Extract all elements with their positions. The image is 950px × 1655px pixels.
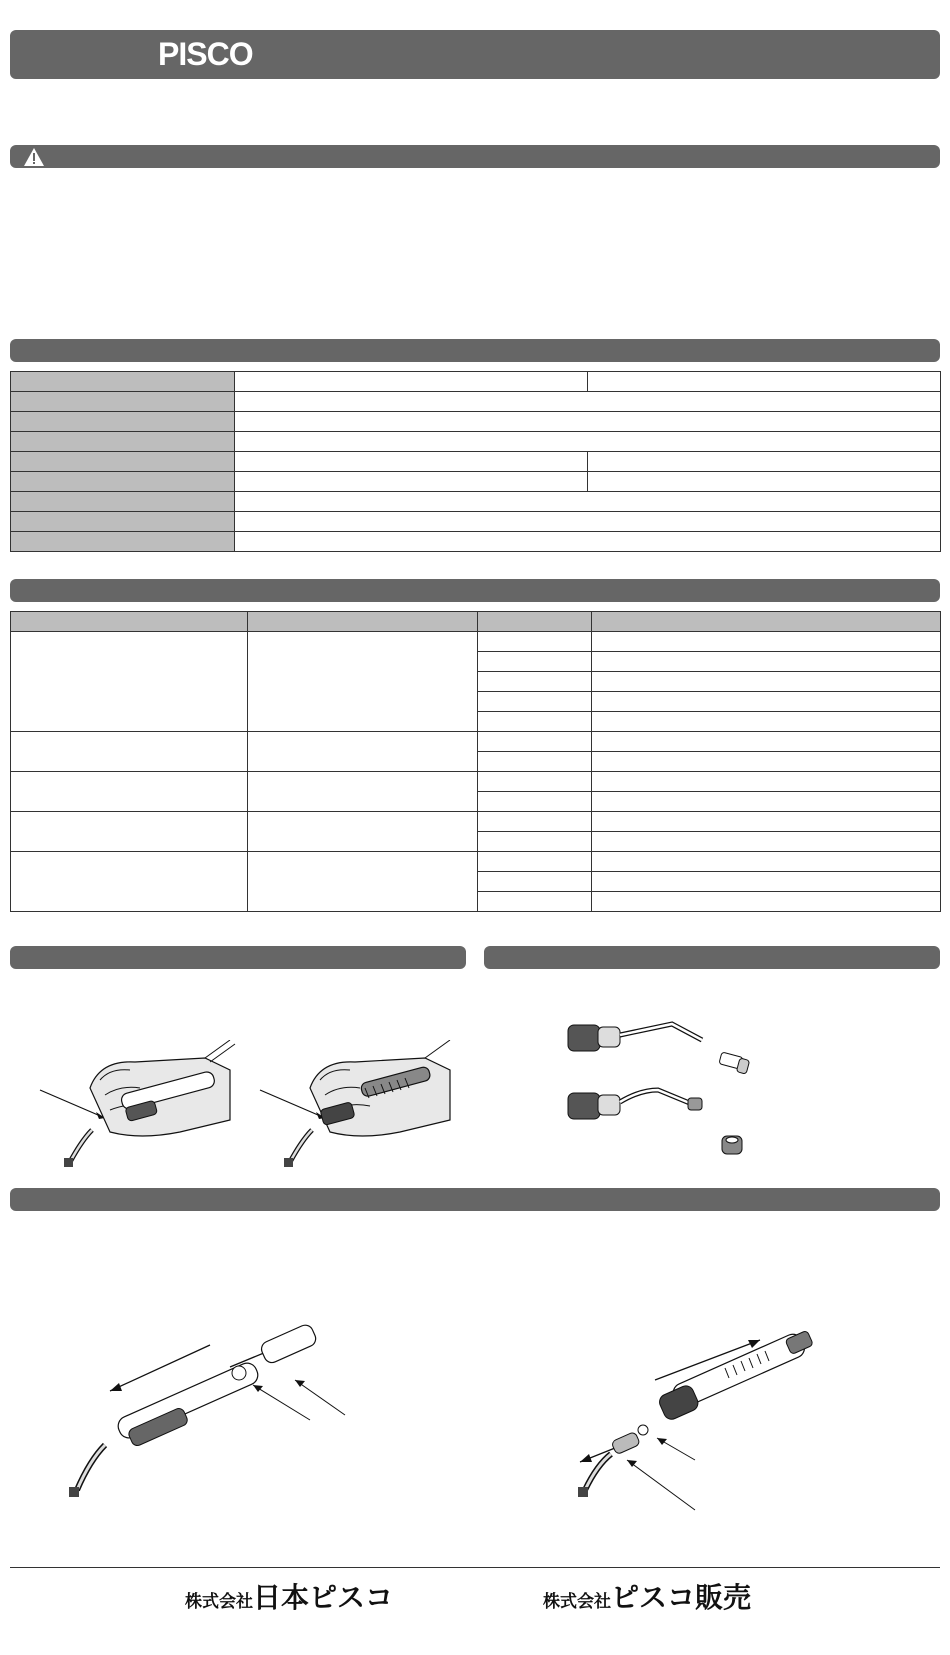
spec-value-cell xyxy=(235,412,941,432)
spec-value-cell xyxy=(588,372,941,392)
usage-illustration-2 xyxy=(250,1040,460,1170)
model-detail-cell xyxy=(592,692,941,712)
warning-bar xyxy=(10,145,940,168)
spec-label-cell xyxy=(11,412,235,432)
model-header-cell xyxy=(592,612,941,632)
section-bar-accessories xyxy=(484,946,940,969)
company-logo-pisco-hanbai xyxy=(543,1581,752,1614)
model-detail-cell xyxy=(592,732,941,752)
models-table xyxy=(10,611,941,912)
spec-row xyxy=(11,392,941,412)
spec-label-cell xyxy=(11,452,235,472)
model-detail-cell xyxy=(478,672,592,692)
spec-label-cell xyxy=(11,432,235,452)
spec-value-cell xyxy=(235,512,941,532)
warning-icon xyxy=(23,147,45,167)
model-group-cell xyxy=(248,732,478,772)
model-group-cell xyxy=(248,852,478,912)
model-detail-cell xyxy=(592,872,941,892)
spec-value-cell xyxy=(235,492,941,512)
spec-value-cell xyxy=(235,472,588,492)
model-detail-cell xyxy=(478,872,592,892)
spec-label-cell xyxy=(11,512,235,532)
model-header-cell xyxy=(248,612,478,632)
model-detail-cell xyxy=(592,792,941,812)
model-detail-cell xyxy=(592,632,941,652)
spec-row xyxy=(11,432,941,452)
company1-name: 日本ピスコ xyxy=(253,1581,394,1614)
company2-name: ピスコ販売 xyxy=(611,1581,752,1614)
spec-value-cell xyxy=(235,372,588,392)
model-detail-cell xyxy=(592,652,941,672)
spec-label-cell xyxy=(11,492,235,512)
model-row xyxy=(11,812,941,832)
spec-label-cell xyxy=(11,372,235,392)
spec-row xyxy=(11,412,941,432)
model-detail-cell xyxy=(592,892,941,912)
model-detail-cell xyxy=(478,892,592,912)
header-bar xyxy=(10,30,940,79)
accessories-illustration xyxy=(560,1010,790,1170)
model-detail-cell xyxy=(478,852,592,872)
spec-value-cell xyxy=(235,392,941,412)
spec-label-cell xyxy=(11,472,235,492)
section-bar-specs xyxy=(10,339,940,362)
model-detail-cell xyxy=(592,812,941,832)
model-group-cell xyxy=(248,632,478,732)
model-group-cell xyxy=(11,632,248,732)
model-row xyxy=(11,852,941,872)
model-detail-cell xyxy=(478,692,592,712)
model-row xyxy=(11,732,941,752)
model-group-cell xyxy=(248,772,478,812)
company1-prefix: 株式会社 xyxy=(185,1592,253,1612)
model-detail-cell xyxy=(592,672,941,692)
maintenance-illustration-2 xyxy=(575,1330,835,1520)
spec-row xyxy=(11,532,941,552)
model-row xyxy=(11,772,941,792)
model-header-cell xyxy=(11,612,248,632)
company-logo-nihon-pisco xyxy=(185,1581,394,1614)
footer-divider xyxy=(10,1567,940,1568)
spec-row xyxy=(11,472,941,492)
section-bar-models xyxy=(10,579,940,602)
maintenance-illustration-1 xyxy=(55,1305,355,1515)
model-group-cell xyxy=(11,732,248,772)
model-detail-cell xyxy=(592,752,941,772)
model-detail-cell xyxy=(478,832,592,852)
specs-table xyxy=(10,371,941,552)
model-detail-cell xyxy=(478,812,592,832)
model-detail-cell xyxy=(478,632,592,652)
usage-illustration-1 xyxy=(30,1040,240,1170)
spec-label-cell xyxy=(11,392,235,412)
model-group-cell xyxy=(248,812,478,852)
model-detail-cell xyxy=(478,712,592,732)
model-detail-cell xyxy=(592,712,941,732)
model-detail-cell xyxy=(478,652,592,672)
model-group-cell xyxy=(11,852,248,912)
section-bar-maintenance xyxy=(10,1188,940,1211)
model-detail-cell xyxy=(478,732,592,752)
model-detail-cell xyxy=(478,792,592,812)
model-detail-cell xyxy=(592,852,941,872)
model-detail-cell xyxy=(592,772,941,792)
model-row xyxy=(11,632,941,652)
spec-value-cell xyxy=(588,472,941,492)
model-group-cell xyxy=(11,812,248,852)
model-detail-cell xyxy=(478,772,592,792)
spec-row xyxy=(11,492,941,512)
spec-row xyxy=(11,372,941,392)
spec-value-cell xyxy=(235,432,941,452)
spec-value-cell xyxy=(588,452,941,472)
spec-label-cell xyxy=(11,532,235,552)
spec-value-cell xyxy=(235,532,941,552)
spec-row xyxy=(11,512,941,532)
model-group-cell xyxy=(11,772,248,812)
spec-value-cell xyxy=(235,452,588,472)
pisco-logo: PISCO xyxy=(158,36,253,72)
model-detail-cell xyxy=(592,832,941,852)
model-header-cell xyxy=(478,612,592,632)
model-detail-cell xyxy=(478,752,592,772)
spec-row xyxy=(11,452,941,472)
section-bar-usage xyxy=(10,946,466,969)
model-header-row xyxy=(11,612,941,632)
company2-prefix: 株式会社 xyxy=(543,1592,611,1612)
